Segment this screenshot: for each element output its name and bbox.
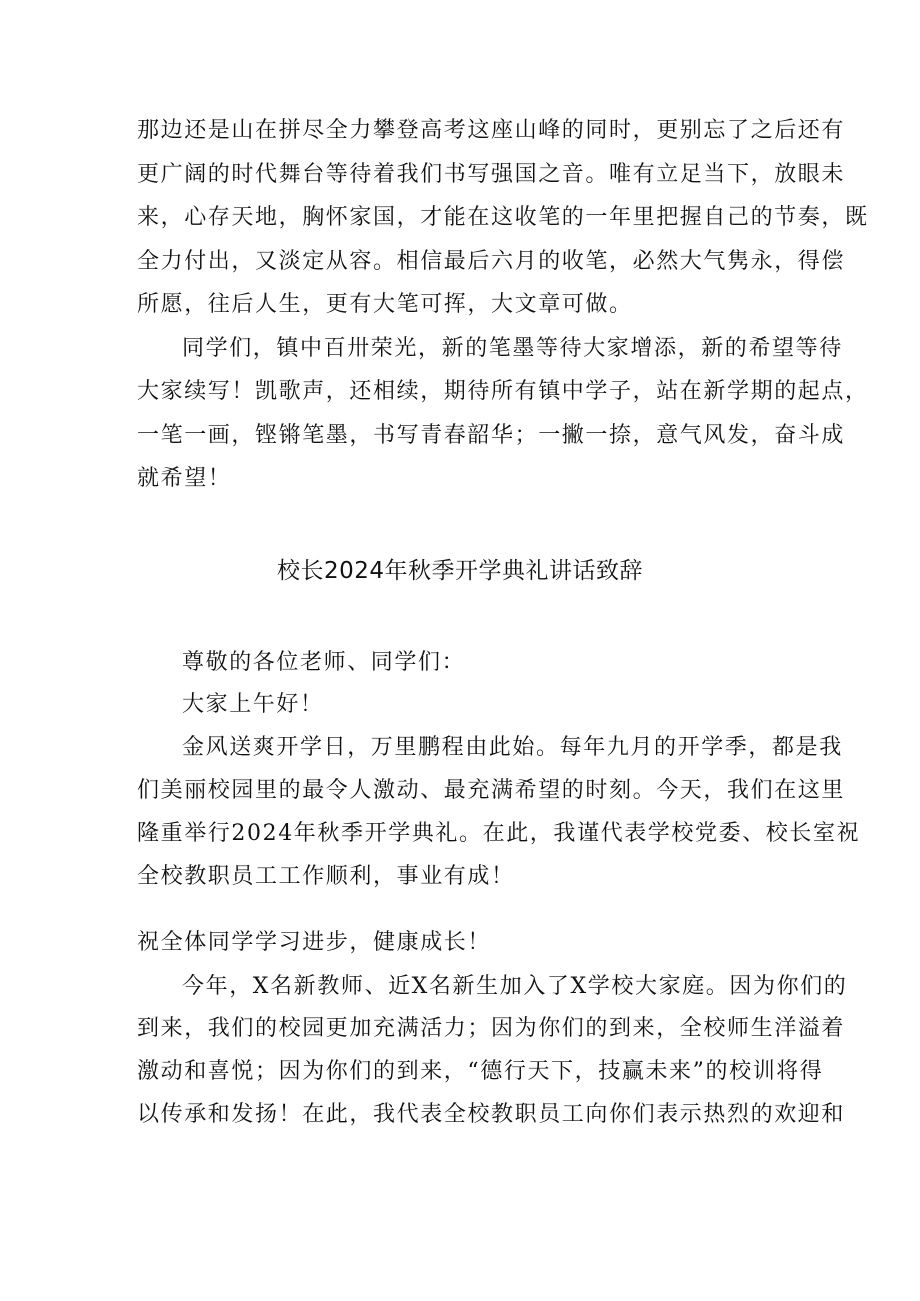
paragraph-line: 更广阔的时代舞台等待着我们书写强国之音。唯有立足当下，放眼未 [137, 162, 846, 187]
paragraph-line: 到来，我们的校园更加充满活力；因为你们的到来，全校师生洋溢着 [137, 1016, 846, 1041]
paragraph-line: 同学们，镇中百卅荣光，新的笔墨等待大家增添，新的希望等待 [182, 336, 843, 361]
paragraph-line: 来，心存天地，胸怀家国，才能在这收笔的一年里把握自己的节奏，既 [137, 205, 869, 230]
paragraph-line: 激动和喜悦；因为你们的到来，“德行天下，技赢未来”的校训将得 [137, 1059, 824, 1084]
paragraph-line: 金风送爽开学日，万里鹏程由此始。每年九月的开学季，都是我 [182, 735, 843, 760]
paragraph-line: 那边还是山在拼尽全力攀登高考这座山峰的同时，更别忘了之后还有 [137, 118, 846, 143]
greeting: 大家上午好！ [182, 692, 324, 717]
paragraph-line: 全力付出，又淡定从容。相信最后六月的收笔，必然大气隽永，得偿 [137, 249, 846, 274]
paragraph-line: 所愿，往后人生，更有大笔可挥，大文章可做。 [137, 292, 633, 317]
article-title: 校长2024年秋季开学典礼讲话致辞 [276, 558, 644, 584]
salutation: 尊敬的各位老师、同学们： [182, 650, 466, 675]
paragraph-line: 一笔一画，铿锵笔墨，书写青春韶华；一撇一捺，意气风发，奋斗成 [137, 423, 846, 448]
paragraph-line: 隆重举行2024年秋季开学典礼。在此，我谨代表学校党委、校长室祝 [137, 821, 861, 846]
paragraph-line: 们美丽校园里的最令人激动、最充满希望的时刻。今天，我们在这里 [137, 778, 846, 803]
paragraph-line: 祝全体同学学习进步，健康成长！ [137, 930, 492, 955]
paragraph-line: 以传承和发扬！在此，我代表全校教职员工向你们表示热烈的欢迎和 [137, 1102, 846, 1127]
paragraph-line: 今年，X名新教师、近X名新生加入了X学校大家庭。因为你们的 [182, 974, 848, 999]
paragraph-line: 大家续写！凯歌声，还相续，期待所有镇中学子，站在新学期的起点， [137, 379, 869, 404]
paragraph-line: 全校教职员工工作顺利，事业有成！ [137, 864, 515, 889]
paragraph-line: 就希望！ [137, 466, 232, 491]
